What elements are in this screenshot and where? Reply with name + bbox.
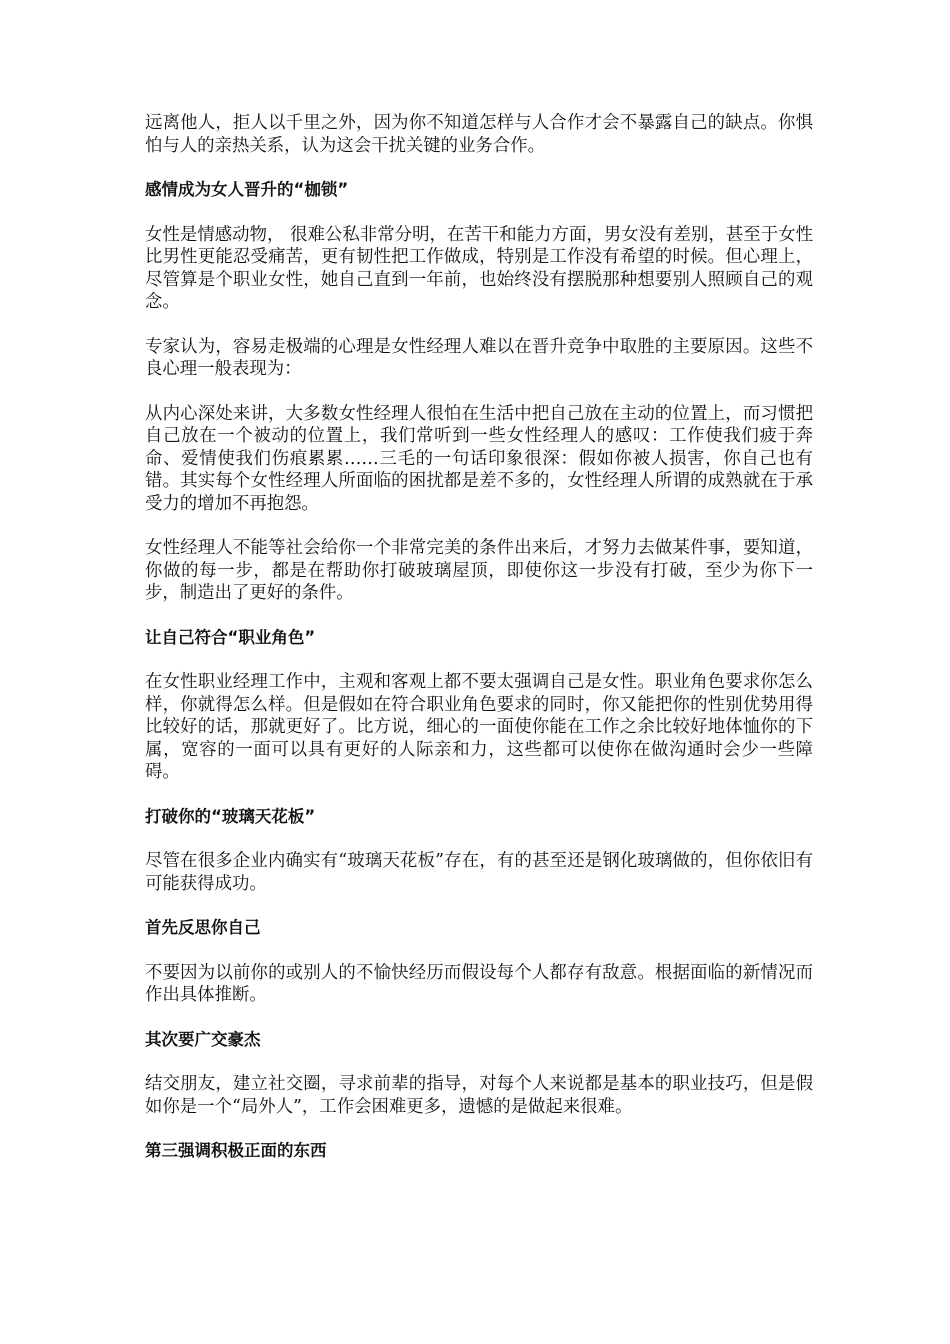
section-heading-network: 其次要广交豪杰 [145, 1029, 261, 1049]
section-heading-emotion: 感情成为女人晋升的“枷锁” [145, 180, 349, 199]
paragraph-inner-heart: 从内心深处来讲，大多数女性经理人很怕在生活中把自己放在主动的位置上，而习惯把自己放在一个被动的位置上，我们常听到一些女性经理人的感叹：工作使我们疲于奔命、爱情使我们伤痕累累……三毛的一句话印象很深：假如你被人损害，你自己也有错。其实每个女性经理人所面临的困扰都是差不多的，女性经理人所谓的成熟就在于承受力的增加不再抱怨。 [145, 403, 813, 514]
paragraph-glass-ceiling: 尽管在很多企业内确实有“玻璃天花板”存在，有的甚至还是钢化玻璃做的，但你依旧有可能获得成功。 [145, 851, 813, 894]
section-heading-role: 让自己符合“职业角色” [145, 627, 316, 647]
paragraph-conditions: 女性经理人不能等社会给你一个非常完美的条件出来后，才努力去做某件事，要知道，你做的每一步，都是在帮助你打破玻璃屋顶，即使你这一步没有打破，至少为你下一步，制造出了更好的条件。 [145, 538, 813, 603]
paragraph-emotion: 女性是情感动物， 很难公私非常分明，在苦干和能力方面，男女没有差别，甚至于女性比男性更能忍受痛苦，更有韧性把工作做成，特别是工作没有希望的时候。但心理上，尽管算是个职业女性，她自己直到一年前，也始终没有摆脱那种想要别人照顾自己的观念。 [145, 224, 813, 312]
section-heading-glass-ceiling: 打破你的“玻璃天花板” [145, 806, 316, 826]
section-heading-positive: 第三强调积极正面的东西 [145, 1141, 327, 1160]
paragraph-network: 结交朋友，建立社交圈，寻求前辈的指导，对每个人来说都是基本的职业技巧，但是假如你是一个“局外人”，工作会困难更多，遗憾的是做起来很难。 [145, 1074, 813, 1117]
paragraph-intro: 远离他人，拒人以千里之外，因为你不知道怎样与人合作才会不暴露自己的缺点。你惧怕与人的亲热关系，认为这会干扰关键的业务合作。 [145, 113, 813, 156]
paragraph-role: 在女性职业经理工作中，主观和客观上都不要太强调自己是女性。职业角色要求你怎么样，你就得怎么样。但是假如在符合职业角色要求的同时，你又能把你的性别优势用得比较好的话，那就更好了。比方说，细心的一面使你能在工作之余比较好地体恤你的下属，宽容的一面可以具有更好的人际亲和力，这些都可以使你在做沟通时会少一些障碍。 [145, 672, 813, 782]
document-page [145, 112, 813, 1185]
section-heading-reflect: 首先反思你自己 [145, 918, 261, 937]
paragraph-reflect: 不要因为以前你的或别人的不愉快经历而假设每个人都存有敌意。根据面临的新情况而作出具体推断。 [145, 962, 813, 1005]
paragraph-expert: 专家认为，容易走极端的心理是女性经理人难以在晋升竞争中取胜的主要原因。这些不良心理一般表现为： [145, 336, 813, 379]
